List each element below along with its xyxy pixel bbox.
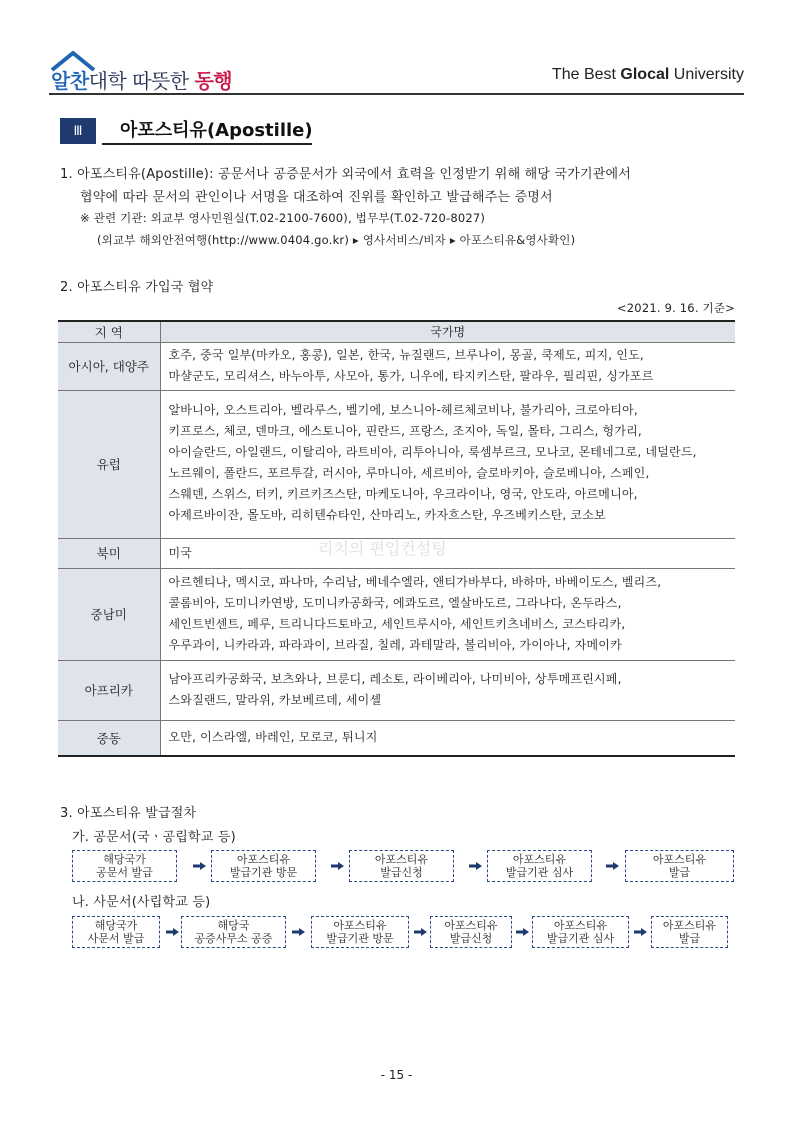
flow-step-a1: 해당국가 공문서 발급 — [72, 850, 177, 882]
flow-step-b5: 아포스티유 발급기관 심사 — [532, 916, 629, 948]
flow-step-b1: 해당국가 사문서 발급 — [72, 916, 160, 948]
arrow-right-icon — [414, 928, 427, 936]
region-cell: 북미 — [58, 538, 160, 568]
logo-text-3: 동행 — [194, 69, 233, 93]
flow-step-a3: 아포스티유 발급신청 — [349, 850, 454, 882]
section-number: Ⅲ — [60, 118, 96, 144]
university-slogan: The Best Glocal University — [551, 66, 744, 83]
countries-cell: 미국 — [160, 538, 735, 568]
table-row — [58, 342, 735, 390]
arrow-right-icon — [292, 928, 305, 936]
countries-cell: 호주, 중국 일부(마카오, 홍콩), 일본, 한국, 뉴질랜드, 브루나이, 몽골, 쿡제도, 피지, 인도, 마샬군도, 모리셔스, 바누아투, 사모아, 통가, 니우에, 타지키스탄, 팔라우, 필리핀, 싱가포르 — [160, 342, 735, 390]
arrow-right-icon — [469, 862, 482, 870]
table-row — [58, 390, 735, 538]
countries-cell: 남아프리카공화국, 보츠와나, 브룬디, 레소토, 라이베리아, 나미비아, 상투메프린시페, 스와질랜드, 말라위, 카보베르데, 세이셸 — [160, 660, 735, 720]
definition-line-2: 협약에 따라 문서의 관인이나 서명을 대조하여 진위를 확인하고 발급해주는 증명서 — [80, 190, 553, 205]
arrow-right-icon — [331, 862, 344, 870]
reference-link-line: (외교부 해외안전여행(http://www.0404.go.kr) ▸ 영사서비스/비자 ▸ 아포스티유&영사확인) — [97, 233, 576, 247]
region-cell: 아시아, 대양주 — [58, 342, 160, 390]
arrow-right-icon — [193, 862, 206, 870]
header-rule — [49, 93, 744, 95]
flow-step-b2: 해당국 공증사무소 공증 — [181, 916, 286, 948]
arrow-right-icon — [166, 928, 179, 936]
col-region-header: 지 역 — [58, 321, 160, 342]
arrow-right-icon — [516, 928, 529, 936]
definition-line-1: 1. 아포스티유(Apostille): 공문서나 공증문서가 외국에서 효력을 인정받기 위해 해당 국가기관에서 — [60, 167, 632, 182]
related-agency-line: ※ 관련 기관: 외교부 영사민원실(T.02-2100-7600), 법무부(T.02-720-8027) — [80, 211, 486, 225]
region-cell: 유럽 — [58, 390, 160, 538]
university-logo — [50, 50, 260, 93]
col-country-header: 국가명 — [160, 321, 735, 342]
table-row — [58, 660, 735, 720]
flow-step-b4: 아포스티유 발급신청 — [430, 916, 512, 948]
countries-cell: 아르헨티나, 멕시코, 파나마, 수리남, 베네수엘라, 앤티가바부다, 바하마, 바베이도스, 벨리즈, 콜롬비아, 도미니카연방, 도미니카공화국, 에콰도르, 엘살바도르, 그라나다, 온두라스, 세인트빈센트, 페루, 트리니다드토바고, 세인트루시아, 세인트키츠네비스, 코스타리카, 우루과이, 니카라과, 파라과이, 브라질, 칠레, 과테말라, 볼리비아, 가이아나, 자메이카 — [160, 568, 735, 660]
region-cell: 중남미 — [58, 568, 160, 660]
region-cell: 아프리카 — [58, 660, 160, 720]
procedure-heading: 3. 아포스티유 발급절차 — [60, 806, 197, 821]
logo-text-2: 대학 따뜻한 — [88, 69, 195, 93]
countries-cell: 오만, 이스라엘, 바레인, 모로코, 튀니지 — [160, 720, 735, 756]
reference-date: <2021. 9. 16. 기준> — [616, 301, 735, 315]
logo-text-1: 알찬 — [51, 69, 89, 93]
section-title: 아포스티유(Apostille) — [120, 120, 313, 141]
private-doc-title: 나. 사문서(사립학교 등) — [72, 895, 211, 910]
page-number: - 15 - — [380, 1068, 413, 1082]
flow-step-b3: 아포스티유 발급기관 방문 — [311, 916, 409, 948]
table-row — [58, 720, 735, 756]
section-title-underline — [102, 143, 312, 145]
arrow-right-icon — [634, 928, 647, 936]
countries-heading: 2. 아포스티유 가입국 협약 — [60, 280, 214, 295]
watermark: 리치의 편입컨설팅 — [318, 539, 447, 558]
table-row — [58, 568, 735, 660]
region-cell: 중동 — [58, 720, 160, 756]
table-header-row — [58, 321, 735, 342]
public-doc-title: 가. 공문서(국ㆍ공립학교 등) — [72, 830, 236, 845]
flow-step-a4: 아포스티유 발급기관 심사 — [487, 850, 592, 882]
flow-step-a5: 아포스티유 발급 — [625, 850, 734, 882]
arrow-right-icon — [606, 862, 619, 870]
flow-step-a2: 아포스티유 발급기관 방문 — [211, 850, 316, 882]
countries-cell: 알바니아, 오스트리아, 벨라루스, 벨기에, 보스니아-헤르체코비나, 불가리아, 크로아티아, 키프로스, 체코, 덴마크, 에스토니아, 핀란드, 프랑스, 조지아, 독일, 몰타, 그리스, 헝가리, 아이슬란드, 아일랜드, 이탈리아, 라트비아, 리투아니아, 룩셈부르크, 모나코, 몬테네그로, 네덜란드, 노르웨이, 폴란드, 포르투갈, 러시아, 루마니아, 세르비아, 슬로바키아, 슬로베니아, 스페인, 스웨덴, 스위스, 터키, 키르키즈스탄, 마케도니아, 우크라이나, 영국, 안도라, 아르메니아, 아제르바이잔, 몰도바, 리히텐슈타인, 산마리노, 카자흐스탄, 우즈베키스탄, 코소보 — [160, 390, 735, 538]
flow-step-b6: 아포스티유 발급 — [651, 916, 728, 948]
